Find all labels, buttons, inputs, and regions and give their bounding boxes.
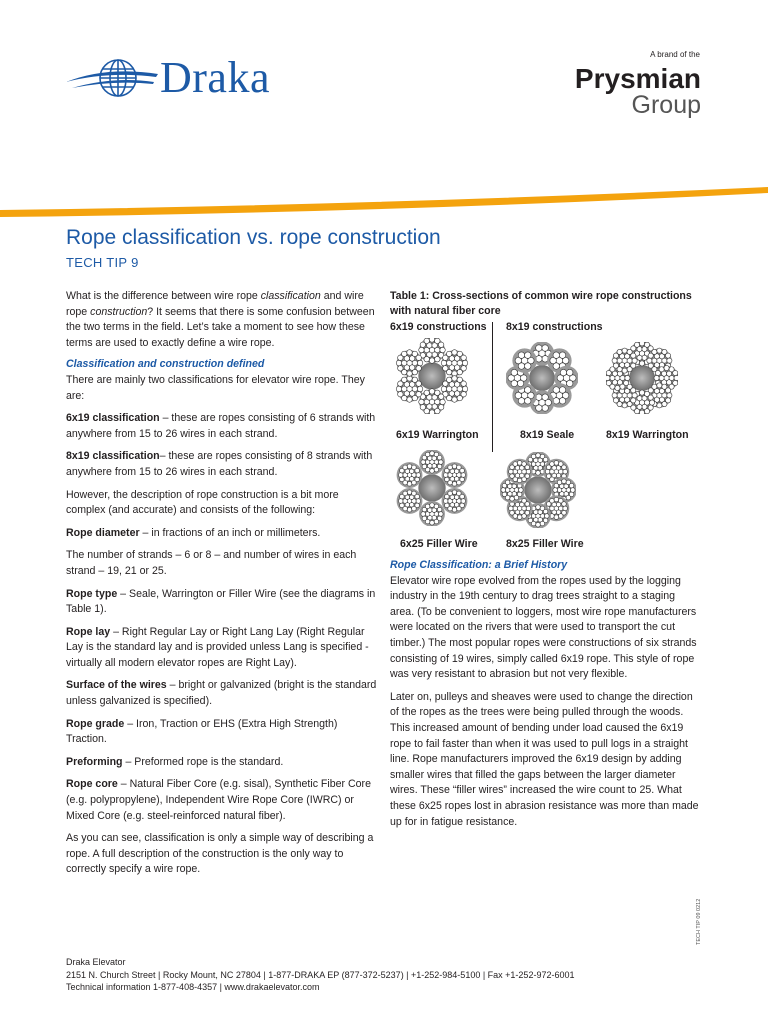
table-divider — [492, 322, 493, 452]
rope-diameter: Rope diameter – in fractions of an inch or millimeters. — [66, 526, 321, 539]
classifications-intro: There are mainly two classifications for elevator wire rope. They are: — [66, 373, 365, 402]
footer-company: Draka Elevator — [66, 957, 126, 967]
brand-of-text: A brand of the — [650, 50, 700, 59]
conclusion-paragraph: As you can see, classification is only a simple way of describing a rope. A full description of the construction is the only way to correctly specify a wire rope. — [66, 832, 374, 876]
history-paragraph-1: Elevator wire rope evolved from the ropes used by the logging industry in the 19th century to drag trees straight to a staging area. (To be convenient to loggers, most wire rope manufacturers were located on the rivers that were used to transport the cut timber.) The most popular ropes were constructions of six strands consisting of 19 wires, simply called 6x19 rope. This style of rope was very resistant to abrasion but not very flexible. — [390, 574, 697, 681]
draka-logo-text: Draka — [160, 53, 270, 102]
orange-swoosh-divider — [0, 185, 768, 225]
section-heading: Classification and construction defined — [66, 358, 265, 371]
however-paragraph: However, the description of rope construction is a bit more complex (and accurate) and consists of the following: — [66, 488, 339, 517]
prysmian-logo-text: Prysmian — [574, 63, 701, 94]
label-8x25-filler-wire: 8x25 Filler Wire — [506, 538, 584, 550]
rope-8x19-seale-icon — [506, 342, 578, 414]
label-6x25-filler-wire: 6x25 Filler Wire — [400, 538, 478, 550]
footer-technical: Technical information 1-877-408-4357 | www.drakaelevator.com — [66, 982, 320, 992]
rope-grade: Rope grade – Iron, Traction or EHS (Extra High Strength) Traction. — [66, 717, 338, 746]
heading-6x19-constructions: 6x19 constructions — [390, 321, 487, 333]
page-subtitle: TECH TIP 9 — [66, 255, 139, 270]
table-caption: Table 1: Cross-sections of common wire rope constructions with natural fiber core — [390, 290, 692, 317]
right-column — [390, 558, 702, 837]
rope-lay: Rope lay – Right Regular Lay or Right Lang Lay (Right Regular Lay is the standard lay and is provided unless Lang is specified - virtually all modern elevator ropes are Right Lay). — [66, 625, 369, 669]
label-6x19-warrington: 6x19 Warrington — [396, 429, 479, 441]
preforming: Preforming – Preformed rope is the standard. — [66, 755, 284, 768]
document-code: TECH TIP 09 0212 — [696, 898, 702, 945]
heading-8x19-constructions: 8x19 constructions — [506, 321, 603, 333]
prysmian-group-text: Group — [631, 91, 701, 119]
rope-8x25-filler-wire-icon — [500, 452, 576, 528]
label-8x19-warrington: 8x19 Warrington — [606, 429, 689, 441]
rope-core: Rope core – Natural Fiber Core (e.g. sisal), Synthetic Fiber Core (e.g. polypropylene), Independent Wire Rope Core (IWRC) or Mixed Core (e.g. steel-reinforced natural fiber). — [66, 778, 371, 822]
history-heading: Rope Classification: a Brief History — [390, 559, 568, 571]
class-8x19: 8x19 classification– these are ropes consisting of 8 strands with anywhere from 15 to 26 wires in each strand. — [66, 450, 373, 478]
left-column — [66, 289, 378, 885]
class-6x19: 6x19 classification – these are ropes consisting of 6 strands with anywhere from 15 to 26 wires in each strand. — [66, 412, 376, 440]
footer-address: 2151 N. Church Street | Rocky Mount, NC 27804 | 1-877-DRAKA EP (877-372-5237) | +1-252-984-5100 | Fax +1-252-972-6001 — [66, 969, 575, 980]
page-title: Rope classification vs. rope construction — [66, 226, 441, 249]
intro-paragraph: What is the difference between wire rope classification and wire rope construction? It seems that there is some confusion between the two terms in the field. Let’s take a moment to see how these terms are used to exactly define a wire rope. — [66, 290, 375, 349]
rope-type: Rope type – Seale, Warrington or Filler Wire (see the diagrams in Table 1). — [66, 587, 376, 616]
rope-6x25-filler-wire-icon — [394, 450, 470, 526]
label-8x19-seale: 8x19 Seale — [520, 429, 575, 441]
history-paragraph-2: Later on, pulleys and sheaves were used to change the direction of the ropes as the trees were being pulled through the woods. This increased amount of bending under load caused the 6x19 rope to fail faster than when it was used to pull logs in a straight line. Rope manufacturers improved the 6x19 design by adding smaller wires that filled the gaps between the larger diameter wires. These “filler wires” increased the wire count to 25. What these 6x25 ropes lost in abrasion resistance was more than made up for in fatigue resistance. — [390, 690, 699, 828]
footer — [66, 956, 574, 994]
rope-6x19-warrington-icon — [394, 338, 470, 414]
strands-count: The number of strands – 6 or 8 – and number of wires in each strand – 19, 21 or 25. — [66, 549, 357, 577]
rope-8x19-warrington-icon — [606, 342, 678, 414]
wire-surface: Surface of the wires – bright or galvanized (bright is the standard unless galvanized is specified). — [66, 679, 377, 708]
